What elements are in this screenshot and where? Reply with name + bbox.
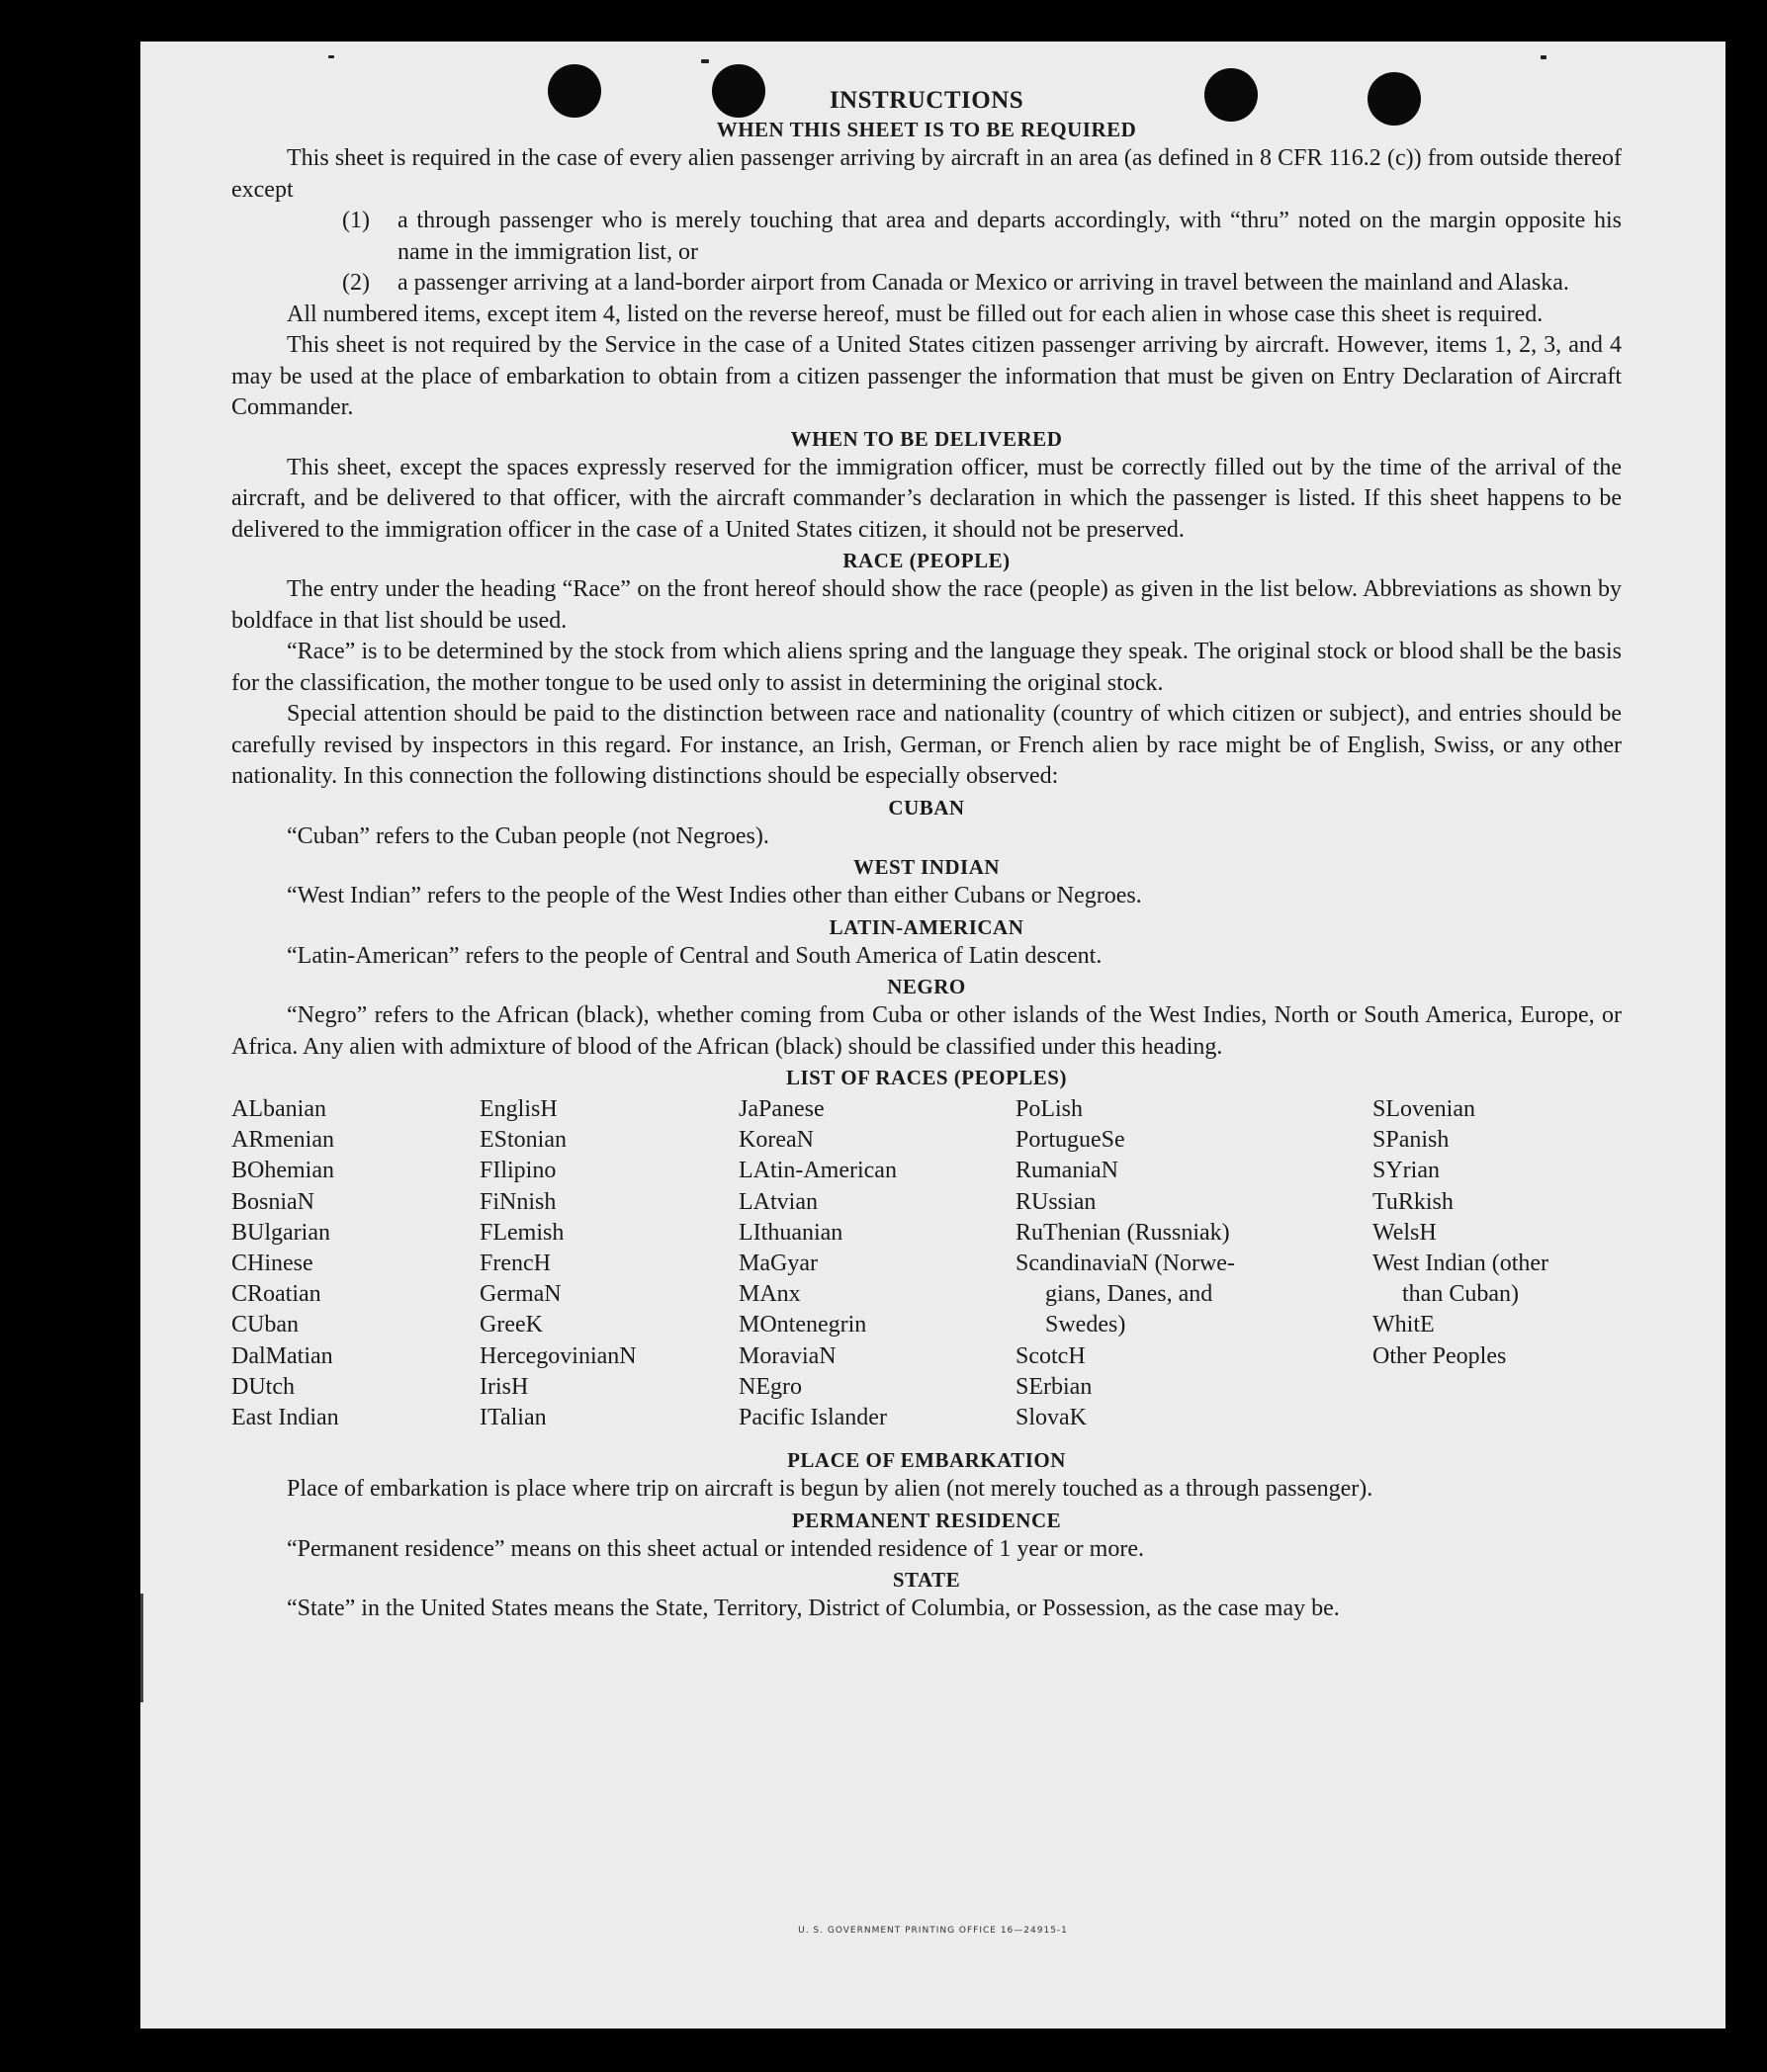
- races-column-3: [739, 1094, 897, 1433]
- race-entry: Pacific Islander: [739, 1405, 887, 1431]
- race-entry: ScotcH: [1016, 1342, 1086, 1369]
- paragraph: All numbered items, except item 4, listed on the reverse hereof, must be filled out for each alien in whose case this sheet is required.: [287, 301, 1544, 327]
- list-item: [231, 206, 1622, 268]
- heading-when-delivered: WHEN TO BE DELIVERED: [790, 426, 1063, 451]
- race-entry: FLemish: [480, 1219, 565, 1246]
- race-entry: RumaniaN: [1016, 1158, 1118, 1184]
- race-entry: RuThenian (Russniak): [1016, 1219, 1230, 1246]
- race-entry: SLovenian: [1372, 1096, 1475, 1122]
- paragraph: Special attention should be paid to the distinction between race and nationality (country of which citizen or subject), and entries should be carefully revised by inspectors in this regard. For instance, an Irish, German, or French alien by race might be of English, Swiss, or any other nationality. In this connection the following distinctions should be especially observed:: [231, 701, 1622, 789]
- heading-when-required: WHEN THIS SHEET IS TO BE REQUIRED: [716, 118, 1137, 141]
- heading-cuban: CUBAN: [888, 795, 965, 820]
- printer-imprint: U. S. GOVERNMENT PRINTING OFFICE 16—24915-1: [798, 1926, 1068, 1936]
- item-text: a through passenger who is merely touching that area and departs accordingly, with “thru” noted on the margin opposite his name in the immigration list, or: [398, 208, 1622, 265]
- race-entry: PoLish: [1016, 1096, 1084, 1122]
- paragraph: Place of embarkation is place where trip on aircraft is begun by alien (not merely touched as a through passenger).: [287, 1476, 1373, 1502]
- document-page: [140, 42, 1725, 2029]
- race-entry: FiNnish: [480, 1188, 557, 1215]
- race-entry: SPanish: [1372, 1127, 1450, 1154]
- heading-permanent-residence: PERMANENT RESIDENCE: [791, 1508, 1062, 1532]
- race-entry: East Indian: [231, 1405, 339, 1431]
- race-entry: SYrian: [1372, 1158, 1440, 1184]
- paragraph: This sheet is not required by the Service in the case of a United States citizen passenger arriving by aircraft. However, items 1, 2, 3, and 4 may be used at the place of embarkation to obtain from a citizen passenger the information that must be given on Entry Declaration of Aircraft Commander.: [231, 332, 1622, 420]
- item-number: (1): [342, 208, 370, 233]
- race-entry: LIthuanian: [739, 1219, 843, 1246]
- race-entry: HercegovinianN: [480, 1342, 637, 1369]
- item-text: a passenger arriving at a land-border airport from Canada or Mexico or arriving in travel between the mainland and Alaska.: [398, 270, 1569, 296]
- race-entry: GreeK: [480, 1312, 543, 1338]
- race-entry: MAnx: [739, 1281, 801, 1308]
- item-number: (2): [342, 270, 370, 296]
- paragraph: “State” in the United States means the State, Territory, District of Columbia, or Possession, as the case may be.: [287, 1596, 1340, 1621]
- race-entry: KoreaN: [739, 1127, 814, 1154]
- races-table: [231, 1094, 1622, 1445]
- race-entry: IrisH: [480, 1373, 529, 1400]
- race-entry: GermaN: [480, 1281, 562, 1308]
- race-entry: BosniaN: [231, 1188, 314, 1215]
- races-column-4: [1016, 1094, 1235, 1433]
- race-entry: ARmenian: [231, 1127, 334, 1154]
- races-column-5: [1372, 1094, 1548, 1372]
- heading-latin-american: LATIN-AMERICAN: [829, 914, 1024, 939]
- scan-speck: [328, 55, 334, 58]
- race-entry: MOntenegrin: [739, 1312, 867, 1338]
- heading-race: RACE (PEOPLE): [842, 549, 1011, 572]
- paragraph: This sheet, except the spaces expressly reserved for the immigration officer, must be correctly filled out by the time of the arrival of the aircraft, and be delivered to that officer, with the aircraft commander’s declaration in which the passenger is listed. If this sheet happens to be delivered to the immigration officer in the case of a United States citizen, it should not be preserved.: [231, 454, 1622, 543]
- race-entry: CHinese: [231, 1251, 313, 1277]
- list-item: [231, 268, 1622, 300]
- paragraph: “Negro” refers to the African (black), whether coming from Cuba or other islands of the West Indies, North or South America, Europe, or Africa. Any alien with admixture of blood of the African (black) should be classified under this heading.: [231, 1002, 1622, 1060]
- heading-list-of-races: LIST OF RACES (PEOPLES): [786, 1066, 1067, 1089]
- paragraph: “Permanent residence” means on this sheet actual or intended residence of 1 year or more.: [287, 1535, 1144, 1562]
- race-entry: DalMatian: [231, 1342, 333, 1369]
- race-entry: NEgro: [739, 1373, 802, 1400]
- heading-state: STATE: [892, 1568, 961, 1592]
- race-entry: MaGyar: [739, 1251, 818, 1277]
- race-entry: ITalian: [480, 1405, 547, 1431]
- race-entry: SlovaK: [1016, 1405, 1087, 1431]
- race-entry: JaPanese: [739, 1096, 825, 1122]
- race-entry: SErbian: [1016, 1373, 1093, 1400]
- heading-negro: NEGRO: [887, 975, 966, 998]
- race-entry: Other Peoples: [1372, 1342, 1507, 1369]
- race-entry: EnglisH: [480, 1096, 558, 1122]
- paragraph: “Latin-American” refers to the people of Central and South America of Latin descent.: [287, 942, 1103, 969]
- races-column-1: [231, 1094, 339, 1433]
- race-entry: WelsH: [1372, 1219, 1437, 1246]
- edge-mark: [140, 1594, 143, 1702]
- race-entry: FIlipino: [480, 1158, 557, 1184]
- race-entry: RUssian: [1016, 1188, 1097, 1215]
- race-entry: ALbanian: [231, 1096, 326, 1122]
- race-entry: CRoatian: [231, 1281, 321, 1308]
- race-entry: West Indian (other: [1372, 1251, 1549, 1277]
- paragraph: The entry under the heading “Race” on the front hereof should show the race (people) as given in the list below. Abbreviations as shown by boldface in that list should be used.: [231, 576, 1622, 634]
- race-entry: LAtvian: [739, 1188, 818, 1215]
- race-entry: BUlgarian: [231, 1219, 330, 1246]
- race-entry-continued: Swedes): [1045, 1312, 1126, 1338]
- paragraph: This sheet is required in the case of every alien passenger arriving by aircraft in an area (as defined in 8 CFR 116.2 (c)) from outside thereof except: [231, 145, 1622, 203]
- races-column-2: [480, 1094, 637, 1433]
- heading-place-of-embarkation: PLACE OF EMBARKATION: [787, 1448, 1066, 1472]
- race-entry: EStonian: [480, 1127, 567, 1154]
- race-entry: WhitE: [1372, 1312, 1435, 1338]
- paragraph: “Cuban” refers to the Cuban people (not Negroes).: [287, 822, 769, 849]
- instructions-body: [231, 87, 1622, 1625]
- page-title: INSTRUCTIONS: [829, 87, 1024, 114]
- race-entry: PortugueSe: [1016, 1127, 1125, 1154]
- race-entry: MoraviaN: [739, 1342, 837, 1369]
- paragraph: “Race” is to be determined by the stock from which aliens spring and the language they speak. The original stock or blood shall be the basis for the classification, the mother tongue to be used only to assist in determining the original stock.: [231, 639, 1622, 696]
- race-entry: BOhemian: [231, 1158, 334, 1184]
- race-entry: ScandinaviaN (Norwe-: [1016, 1251, 1235, 1277]
- race-entry-continued: than Cuban): [1402, 1281, 1519, 1308]
- race-entry: DUtch: [231, 1373, 295, 1400]
- paragraph: “West Indian” refers to the people of the West Indies other than either Cubans or Negroes.: [287, 883, 1142, 908]
- race-entry-continued: gians, Danes, and: [1045, 1281, 1213, 1308]
- race-entry: FrencH: [480, 1251, 551, 1277]
- scan-speck: [1541, 55, 1546, 59]
- race-entry: TuRkish: [1372, 1188, 1454, 1215]
- heading-west-indian: WEST INDIAN: [852, 855, 1001, 879]
- scan-speck: [701, 59, 709, 63]
- race-entry: LAtin-American: [739, 1158, 897, 1184]
- race-entry: CUban: [231, 1312, 299, 1338]
